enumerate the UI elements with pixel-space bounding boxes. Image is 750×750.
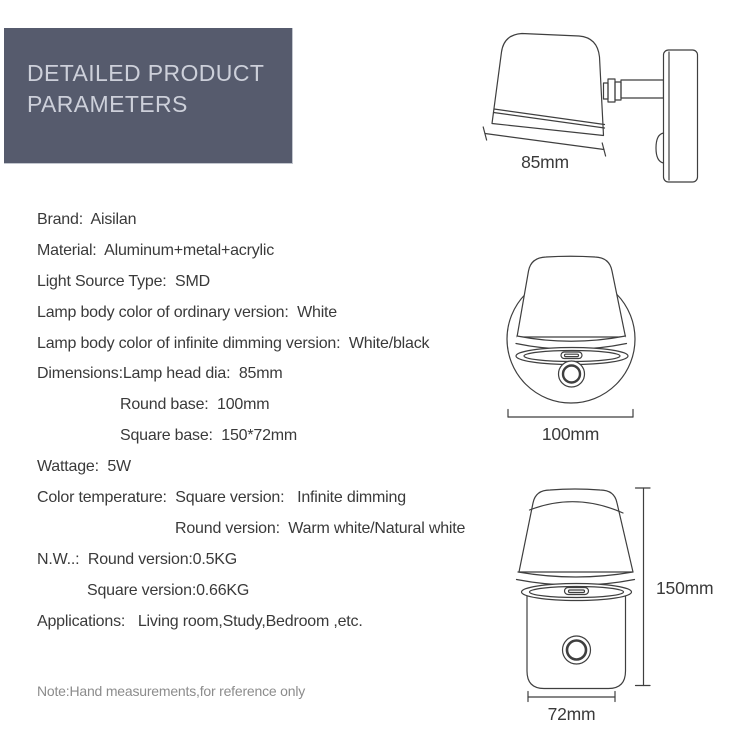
dimension-label-100mm: 100mm: [541, 424, 600, 444]
measurement-note: Note:Hand measurements,for reference only: [37, 683, 306, 699]
header-banner: [4, 28, 293, 164]
spec-brand: Brand: Aisilan: [37, 211, 137, 228]
spec-list: [37, 205, 465, 637]
arm: [621, 80, 664, 98]
spec-color-temp-round: Round version: Warm white/Natural white: [175, 519, 466, 537]
figure-square-base: [490, 470, 740, 728]
figure-round-base: [490, 240, 710, 460]
spec-dimensions-square: Square base: 150*72mm: [120, 427, 298, 445]
dimension-line-85mm: [485, 134, 604, 150]
hinge-part-1: [604, 83, 609, 99]
page-title-line2: PARAMETERS: [27, 91, 188, 117]
spec-material: Material: Aluminum+metal+acrylic: [37, 241, 275, 259]
dimension-label-85mm: 85mm: [521, 152, 569, 172]
spec-body-color-ordinary: Lamp body color of ordinary version: White: [37, 303, 337, 321]
figure-side-view: [480, 18, 720, 193]
spec-net-weight-square: Square version:0.66KG: [87, 581, 250, 599]
wall-lamp-side-view-drawing: [480, 18, 720, 193]
switch-bump: [656, 133, 664, 163]
lamp-head-outline: [517, 256, 626, 337]
spec-net-weight-round: N.W..: Round version:0.5KG: [37, 550, 238, 568]
spec-wattage: Wattage: 5W: [37, 458, 131, 476]
dimension-label-150mm: 150mm: [656, 578, 714, 598]
hinge-part-3: [615, 82, 621, 100]
round-base-front-view-drawing: [490, 240, 710, 460]
spec-dimensions-head: Dimensions:Lamp head dia: 85mm: [37, 365, 283, 383]
page-title-line1: DETAILED PRODUCT: [27, 60, 265, 86]
spec-color-temp-square: Color temperature: Square version: Infinite dimming: [37, 489, 406, 507]
square-base-front-view-drawing: [490, 470, 740, 728]
hinge-part-2: [608, 79, 615, 102]
spec-applications: Applications: Living room,Study,Bedroom ,etc.: [37, 612, 363, 630]
spec-light-source-type: Light Source Type: SMD: [37, 272, 210, 290]
page-title: [27, 58, 292, 120]
dimension-label-72mm: 72mm: [547, 704, 596, 724]
spec-dimensions-round: Round base: 100mm: [120, 396, 270, 414]
spec-body-color-dimming: Lamp body color of infinite dimming version: White/black: [37, 334, 430, 352]
